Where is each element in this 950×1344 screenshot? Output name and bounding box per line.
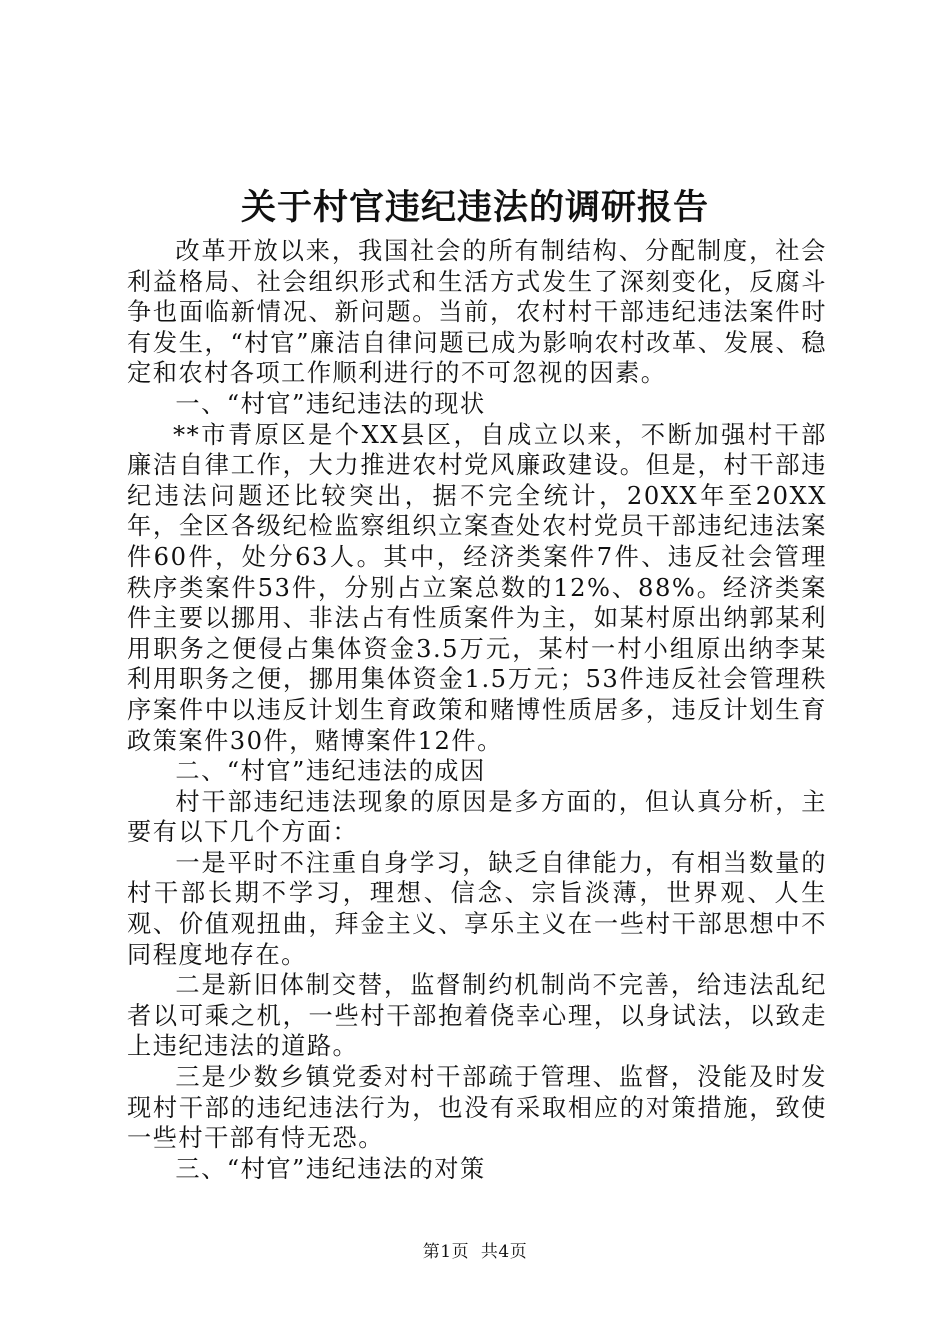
section-heading-causes: 二、“村官”违纪违法的成因 [175,757,486,786]
paragraph-causes-intro: 村干部违纪违法现象的原因是多方面的，但认真分析，主要有以下几个方面： [127,787,827,847]
paragraph-cause-two: 二是新旧体制交替，监督制约机制尚不完善，给违法乱纪者以可乘之机，一些村干部抱着侥幸心理，以身试法，以致走上违纪违法的道路。 [127,971,827,1061]
paragraph-cause-three: 三是少数乡镇党委对村干部疏于管理、监督，没能及时发现村干部的违纪违法行为，也没有采取相应的对策措施，致使一些村干部有恃无恐。 [127,1063,827,1153]
page-number-footer: 第1页 共4页 [422,1242,528,1262]
section-heading-countermeasures: 三、“村官”违纪违法的对策 [175,1154,486,1183]
paragraph-cause-one: 一是平时不注重自身学习，缺乏自律能力，有相当数量的村干部长期不学习，理想、信念、宗旨淡薄，世界观、人生观、价值观扭曲，拜金主义、享乐主义在一些村干部思想中不同程度地存在。 [127,848,827,969]
document-title: 关于村官违纪违法的调研报告 [240,187,709,228]
paragraph-status: **市青原区是个XX县区，自成立以来，不断加强村干部廉洁自律工作，大力推进农村党风廉政建设。但是，村干部违纪违法问题还比较突出，据不完全统计，20XX年至20XX年，全区各级纪检监察组织立案查处农村党员干部违纪违法案件60件，处分63人。其中，经济类案件7件、违反社会管理秩序类案件53件，分别占立案总数的12%、88%。经济类案件主要以挪用、非法占有性质案件为主，如某村原出纳郭某利用职务之便侵占集体资金3.5万元，某村一村小组原出纳李某利用职务之便，挪用集体资金1.5万元；53件违反社会管理秩序案件中以违反计划生育政策和赌博性质居多，违反计划生育政策案件30件，赌博案件12件。 [127,420,827,755]
document-body [127,236,827,1184]
paragraph-intro: 改革开放以来，我国社会的所有制结构、分配制度，社会利益格局、社会组织形式和生活方式发生了深刻变化，反腐斗争也面临新情况、新问题。当前，农村村干部违纪违法案件时有发生，“村官”廉洁自律问题已成为影响农村改革、发展、稳定和农村各项工作顺利进行的不可忽视的因素。 [127,237,827,388]
section-heading-status: 一、“村官”违纪违法的现状 [175,389,486,418]
